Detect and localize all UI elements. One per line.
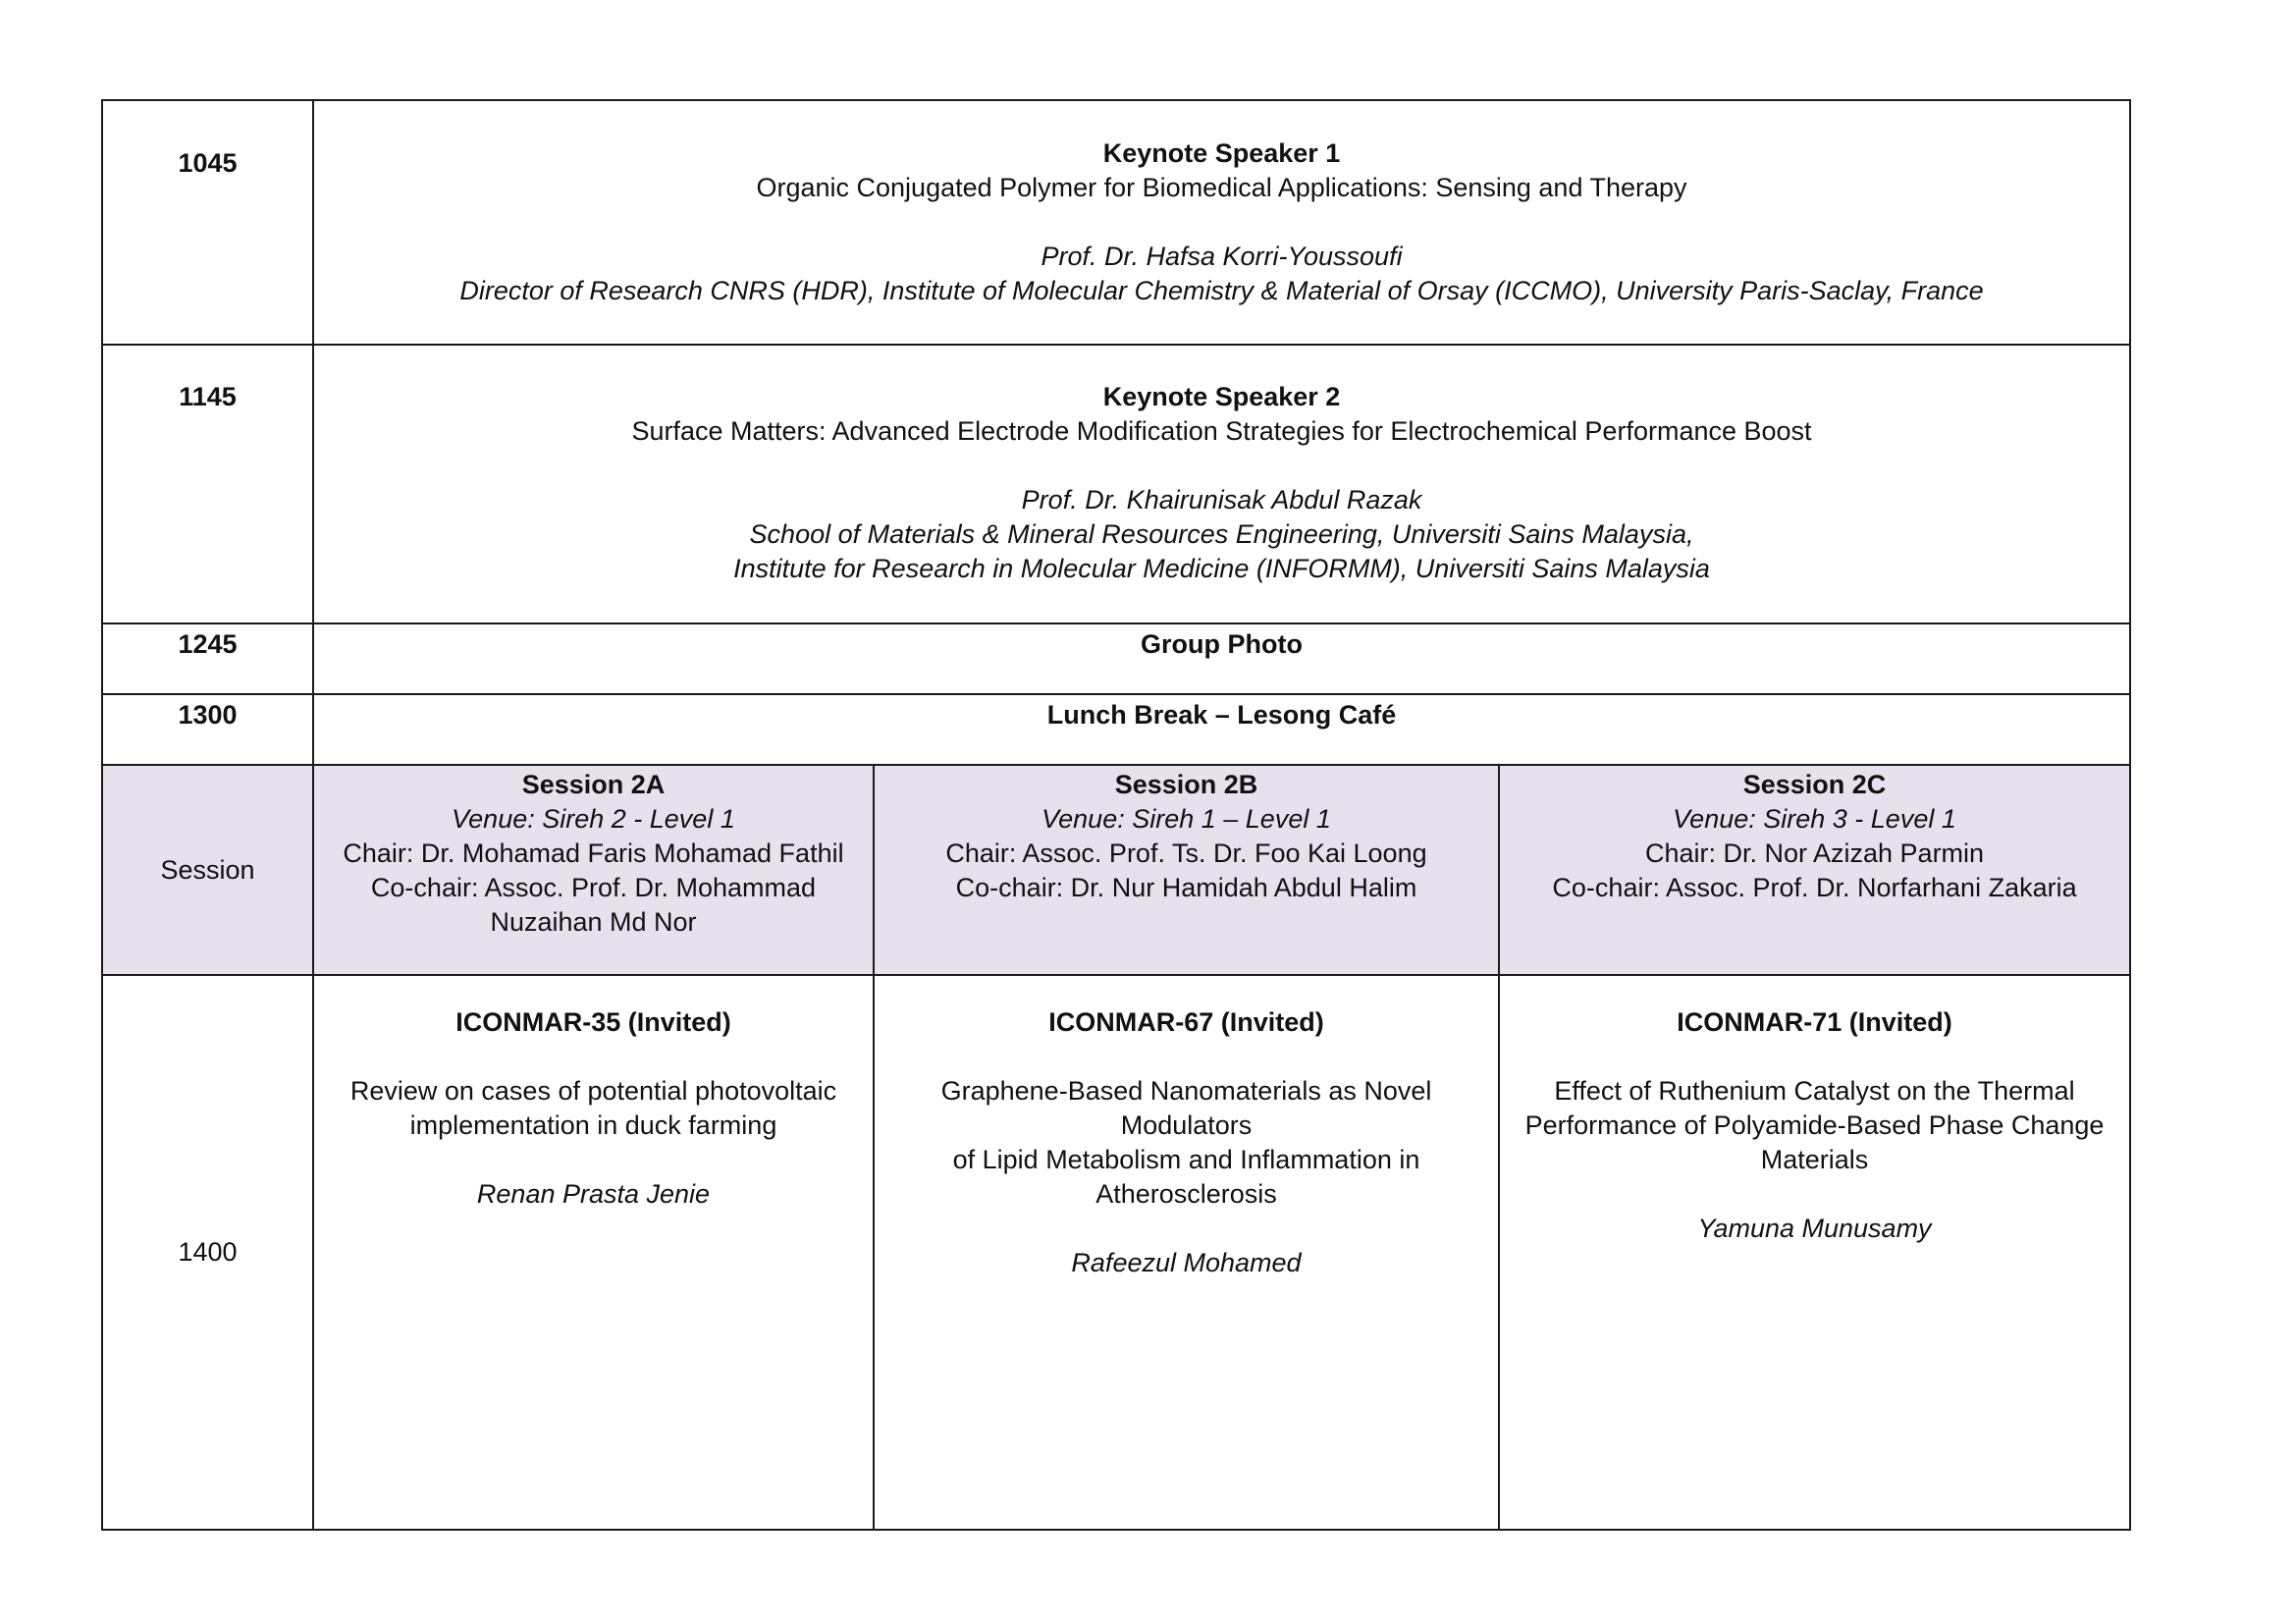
keynote-2-affiliation-1: School of Materials & Mineral Resources Engineering, Universiti Sains Malaysia,: [749, 519, 1694, 549]
keynote-2-row: [102, 345, 2130, 623]
lunch-label: Lunch Break – Lesong Café: [313, 694, 2130, 765]
keynote-1-row: [102, 100, 2130, 345]
paper-cell-2c: [1499, 975, 2130, 1530]
paper-title-cont: Atherosclerosis: [1095, 1179, 1277, 1209]
session-name: Session 2A: [521, 770, 666, 799]
time-label: 1245: [178, 629, 238, 659]
paper-author: Rafeezul Mohamed: [1071, 1248, 1302, 1277]
paper-cell-2a: [313, 975, 874, 1530]
slot-1400-row: [102, 975, 2130, 1530]
keynote-1-heading: Keynote Speaker 1: [1102, 138, 1341, 168]
paper-title-cont: implementation in duck farming: [409, 1110, 777, 1140]
session-name: Session 2B: [1114, 770, 1258, 799]
slot-time: 1400: [102, 975, 313, 1530]
session-chair: Chair: Dr. Nor Azizah Parmin: [1644, 839, 1985, 868]
keynote-1-time: [102, 100, 313, 345]
time-label: 1300: [178, 700, 238, 730]
keynote-2-time: [102, 345, 313, 623]
keynote-1-title: Organic Conjugated Polymer for Biomedical Applications: Sensing and Therapy: [756, 173, 1687, 202]
paper-code: ICONMAR-67 (Invited): [1048, 1007, 1324, 1037]
keynote-2-title: Surface Matters: Advanced Electrode Modification Strategies for Electrochemical Performance Boost: [631, 416, 1812, 446]
paper-title: Review on cases of potential photovoltaic: [349, 1076, 837, 1106]
keynote-2-speaker: Prof. Dr. Khairunisak Abdul Razak: [1021, 485, 1422, 514]
session-cochair: Co-chair: Assoc. Prof. Dr. Mohammad: [370, 873, 817, 902]
session-venue: Venue: Sireh 3 - Level 1: [1673, 804, 1956, 834]
session-venue: Venue: Sireh 2 - Level 1: [452, 804, 735, 834]
paper-title: Effect of Ruthenium Catalyst on the Thermal: [1554, 1076, 2075, 1106]
keynote-2-cell: [313, 345, 2130, 623]
session-chair: Chair: Dr. Mohamad Faris Mohamad Fathil: [343, 839, 844, 868]
paper-title-cont: Materials: [1760, 1145, 1869, 1174]
paper-title: Graphene-Based Nanomaterials as Novel Modulators: [940, 1076, 1432, 1140]
session-chair: Chair: Assoc. Prof. Ts. Dr. Foo Kai Loong: [945, 839, 1427, 868]
keynote-2-heading: Keynote Speaker 2: [1102, 382, 1341, 411]
paper-code: ICONMAR-35 (Invited): [455, 1007, 731, 1037]
paper-author: Yamuna Munusamy: [1697, 1214, 1932, 1243]
lunch-time: [102, 694, 313, 765]
keynote-1-cell: [313, 100, 2130, 345]
paper-title-cont: Performance of Polyamide-Based Phase Change: [1524, 1110, 2105, 1140]
session-2c-cell: [1499, 765, 2130, 975]
group-photo-label: Group Photo: [313, 623, 2130, 694]
session-2b-cell: [874, 765, 1499, 975]
session-cochair: Co-chair: Dr. Nur Hamidah Abdul Halim: [955, 873, 1417, 902]
programme-table: [101, 99, 2131, 1531]
keynote-2-affiliation-2: Institute for Research in Molecular Medicine (INFORMM), Universiti Sains Malaysia: [733, 554, 1710, 583]
session-label: Session: [102, 765, 313, 975]
session-name: Session 2C: [1742, 770, 1887, 799]
group-photo-row: [102, 623, 2130, 694]
session-cochair-cont: Nuzaihan Md Nor: [490, 907, 697, 937]
paper-author: Renan Prasta Jenie: [476, 1179, 711, 1209]
time-label: 1045: [178, 148, 238, 178]
session-venue: Venue: Sireh 1 – Level 1: [1041, 804, 1331, 834]
keynote-1-affiliation: Director of Research CNRS (HDR), Institute of Molecular Chemistry & Material of Orsay (ICCMO), University Paris-Saclay, France: [459, 276, 1984, 305]
session-cochair: Co-chair: Assoc. Prof. Dr. Norfarhani Zakaria: [1552, 873, 2077, 902]
paper-cell-2b: [874, 975, 1499, 1530]
keynote-1-speaker: Prof. Dr. Hafsa Korri-Youssoufi: [1041, 242, 1403, 271]
session-2a-cell: [313, 765, 874, 975]
time-label: 1145: [179, 382, 237, 411]
paper-title-cont: of Lipid Metabolism and Inflammation in: [952, 1145, 1420, 1174]
lunch-row: [102, 694, 2130, 765]
session-header-row: [102, 765, 2130, 975]
paper-code: ICONMAR-71 (Invited): [1677, 1007, 1952, 1037]
group-photo-time: [102, 623, 313, 694]
